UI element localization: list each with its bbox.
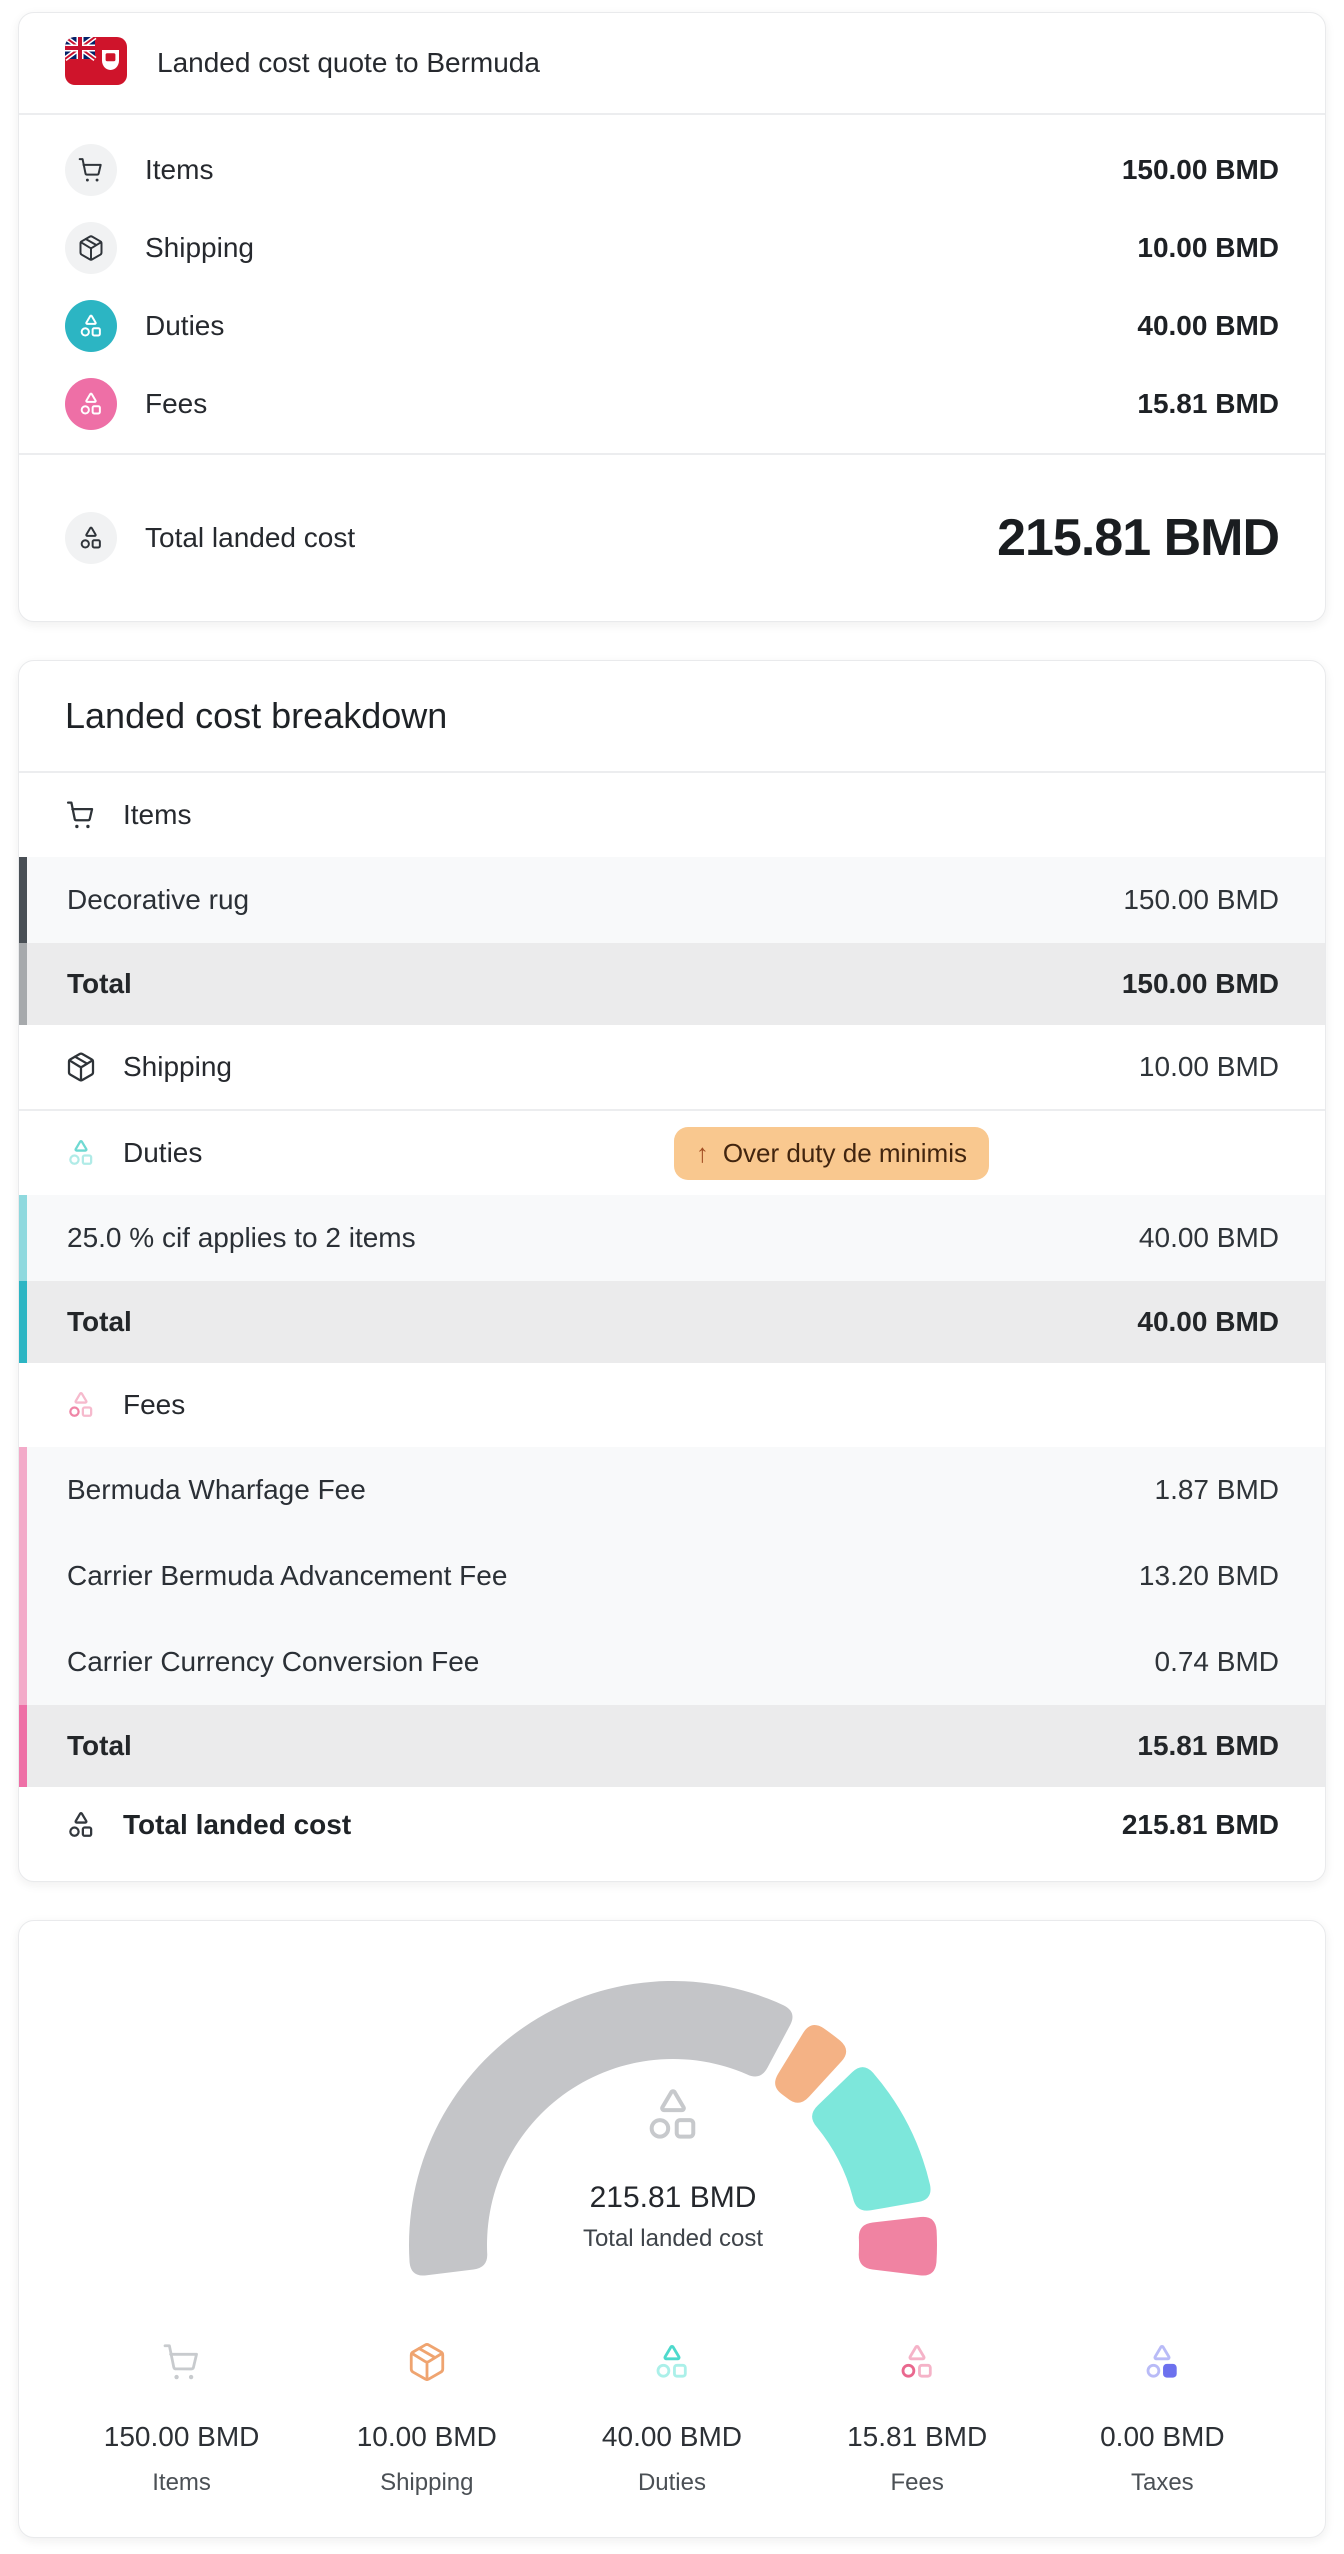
table-row: [27, 1447, 1325, 1533]
grand-total-value: 215.81 BMD: [1121, 1809, 1279, 1840]
summary-row-items: [65, 131, 1279, 209]
badge-text: Over duty de minimis: [722, 1137, 967, 1168]
legend-shipping: [304, 2341, 549, 2497]
breakdown-duties-header: [19, 1111, 1325, 1195]
legend-duties: [549, 2341, 794, 2497]
legend-fees: [795, 2341, 1040, 2497]
fee-value: 0.74 BMD: [1154, 1646, 1279, 1677]
summary-duties-label: Duties: [145, 310, 225, 341]
duties-total-row: [19, 1281, 1325, 1363]
summary-total-label: Total landed cost: [145, 522, 356, 553]
fees-total-row: [19, 1705, 1325, 1787]
summary-fees-value: 15.81 BMD: [1137, 388, 1279, 419]
taxes-shapes-icon: [1141, 2341, 1183, 2383]
quote-summary-card: [18, 12, 1326, 622]
quote-header: [19, 13, 1325, 113]
breakdown-items-header: [19, 773, 1325, 857]
legend-items-label: Items: [152, 2469, 211, 2496]
items-rows-block: [19, 857, 1325, 943]
gauge-center-label: Total landed cost: [582, 2225, 764, 2252]
cart-icon: [65, 799, 97, 831]
duty-rate-label: 25.0 % cif applies to 2 items: [67, 1222, 416, 1253]
fee-name: Carrier Currency Conversion Fee: [67, 1646, 480, 1677]
summary-shipping-value: 10.00 BMD: [1137, 232, 1279, 263]
duties-total-value: 40.00 BMD: [1137, 1306, 1279, 1337]
legend-items-value: 150.00 BMD: [103, 2421, 260, 2452]
summary-row-fees: [65, 365, 1279, 443]
breakdown-grand-total-row: [19, 1787, 1325, 1881]
page-title: Landed cost quote to Bermuda: [157, 47, 540, 78]
fee-value: 1.87 BMD: [1154, 1474, 1279, 1505]
bermuda-flag-icon: [65, 37, 127, 90]
table-row: [27, 1533, 1325, 1619]
gauge-center-shapes-icon: [641, 2083, 705, 2147]
legend-duties-value: 40.00 BMD: [601, 2421, 742, 2452]
fees-rows-block: [19, 1447, 1325, 1705]
duties-section-label: Duties: [123, 1137, 203, 1168]
gauge-center-value: 215.81 BMD: [589, 2181, 757, 2214]
legend-fees-value: 15.81 BMD: [847, 2421, 988, 2452]
summary-shipping-label: Shipping: [145, 232, 254, 263]
total-shapes-icon: [65, 512, 117, 564]
fees-total-value: 15.81 BMD: [1137, 1730, 1279, 1761]
summary-duties-value: 40.00 BMD: [1137, 310, 1279, 341]
items-total-label: Total: [67, 968, 132, 999]
breakdown-fees-header: [19, 1363, 1325, 1447]
summary-total-value: 215.81 BMD: [997, 509, 1279, 567]
fee-name: Bermuda Wharfage Fee: [67, 1474, 366, 1505]
breakdown-title: Landed cost breakdown: [65, 695, 448, 736]
duties-total-label: Total: [67, 1306, 132, 1337]
item-name: Decorative rug: [67, 884, 250, 915]
fees-shapes-icon: [65, 1389, 97, 1421]
package-icon: [65, 1051, 97, 1083]
duties-rows-block: [19, 1195, 1325, 1281]
fee-name: Carrier Bermuda Advancement Fee: [67, 1560, 508, 1591]
summary-items-label: Items: [145, 154, 214, 185]
summary-items-value: 150.00 BMD: [1121, 154, 1279, 185]
package-icon: [406, 2341, 448, 2383]
legend-shipping-label: Shipping: [380, 2469, 474, 2496]
legend-shipping-value: 10.00 BMD: [356, 2421, 497, 2452]
over-de-minimis-badge: [674, 1127, 989, 1180]
package-icon: [65, 222, 117, 274]
legend-items: [59, 2341, 304, 2497]
fees-shapes-icon: [896, 2341, 938, 2383]
legend-taxes-label: Taxes: [1130, 2469, 1194, 2496]
grand-total-label: Total landed cost: [123, 1809, 352, 1840]
fees-section-label: Fees: [123, 1389, 186, 1420]
summary-row-shipping: [65, 209, 1279, 287]
legend-taxes-value: 0.00 BMD: [1100, 2421, 1225, 2452]
fees-total-label: Total: [67, 1730, 132, 1761]
items-total-row: [19, 943, 1325, 1025]
items-total-value: 150.00 BMD: [1121, 968, 1279, 999]
breakdown-shipping-row: [19, 1025, 1325, 1109]
legend-duties-label: Duties: [637, 2469, 706, 2496]
legend-fees-label: Fees: [890, 2469, 944, 2496]
chart-legend: [19, 2335, 1325, 2497]
fee-value: 13.20 BMD: [1138, 1560, 1279, 1591]
shipping-label: Shipping: [123, 1051, 232, 1082]
item-value: 150.00 BMD: [1123, 884, 1279, 915]
summary-rows: [19, 115, 1325, 453]
fees-shapes-icon: [65, 378, 117, 430]
duty-rate-value: 40.00 BMD: [1138, 1222, 1279, 1253]
duties-shapes-icon: [651, 2341, 693, 2383]
total-shapes-icon: [65, 1809, 97, 1841]
table-row: [27, 857, 1325, 943]
summary-total-row: [19, 455, 1325, 621]
cart-icon: [161, 2341, 203, 2383]
summary-fees-label: Fees: [145, 388, 208, 419]
gauge-center: [19, 2083, 1326, 2253]
duties-shapes-icon: [65, 1137, 97, 1169]
breakdown-card: [18, 660, 1326, 1882]
table-row: [27, 1195, 1325, 1281]
items-section-label: Items: [123, 799, 192, 830]
legend-taxes: [1040, 2341, 1285, 2497]
table-row: [27, 1619, 1325, 1705]
shipping-value: 10.00 BMD: [1138, 1051, 1279, 1082]
up-arrow-icon: ↑: [695, 1137, 709, 1168]
gauge-wrap: [19, 1945, 1326, 2335]
duties-shapes-icon: [65, 300, 117, 352]
cart-icon: [65, 144, 117, 196]
chart-card: [18, 1920, 1326, 2538]
summary-row-duties: [65, 287, 1279, 365]
